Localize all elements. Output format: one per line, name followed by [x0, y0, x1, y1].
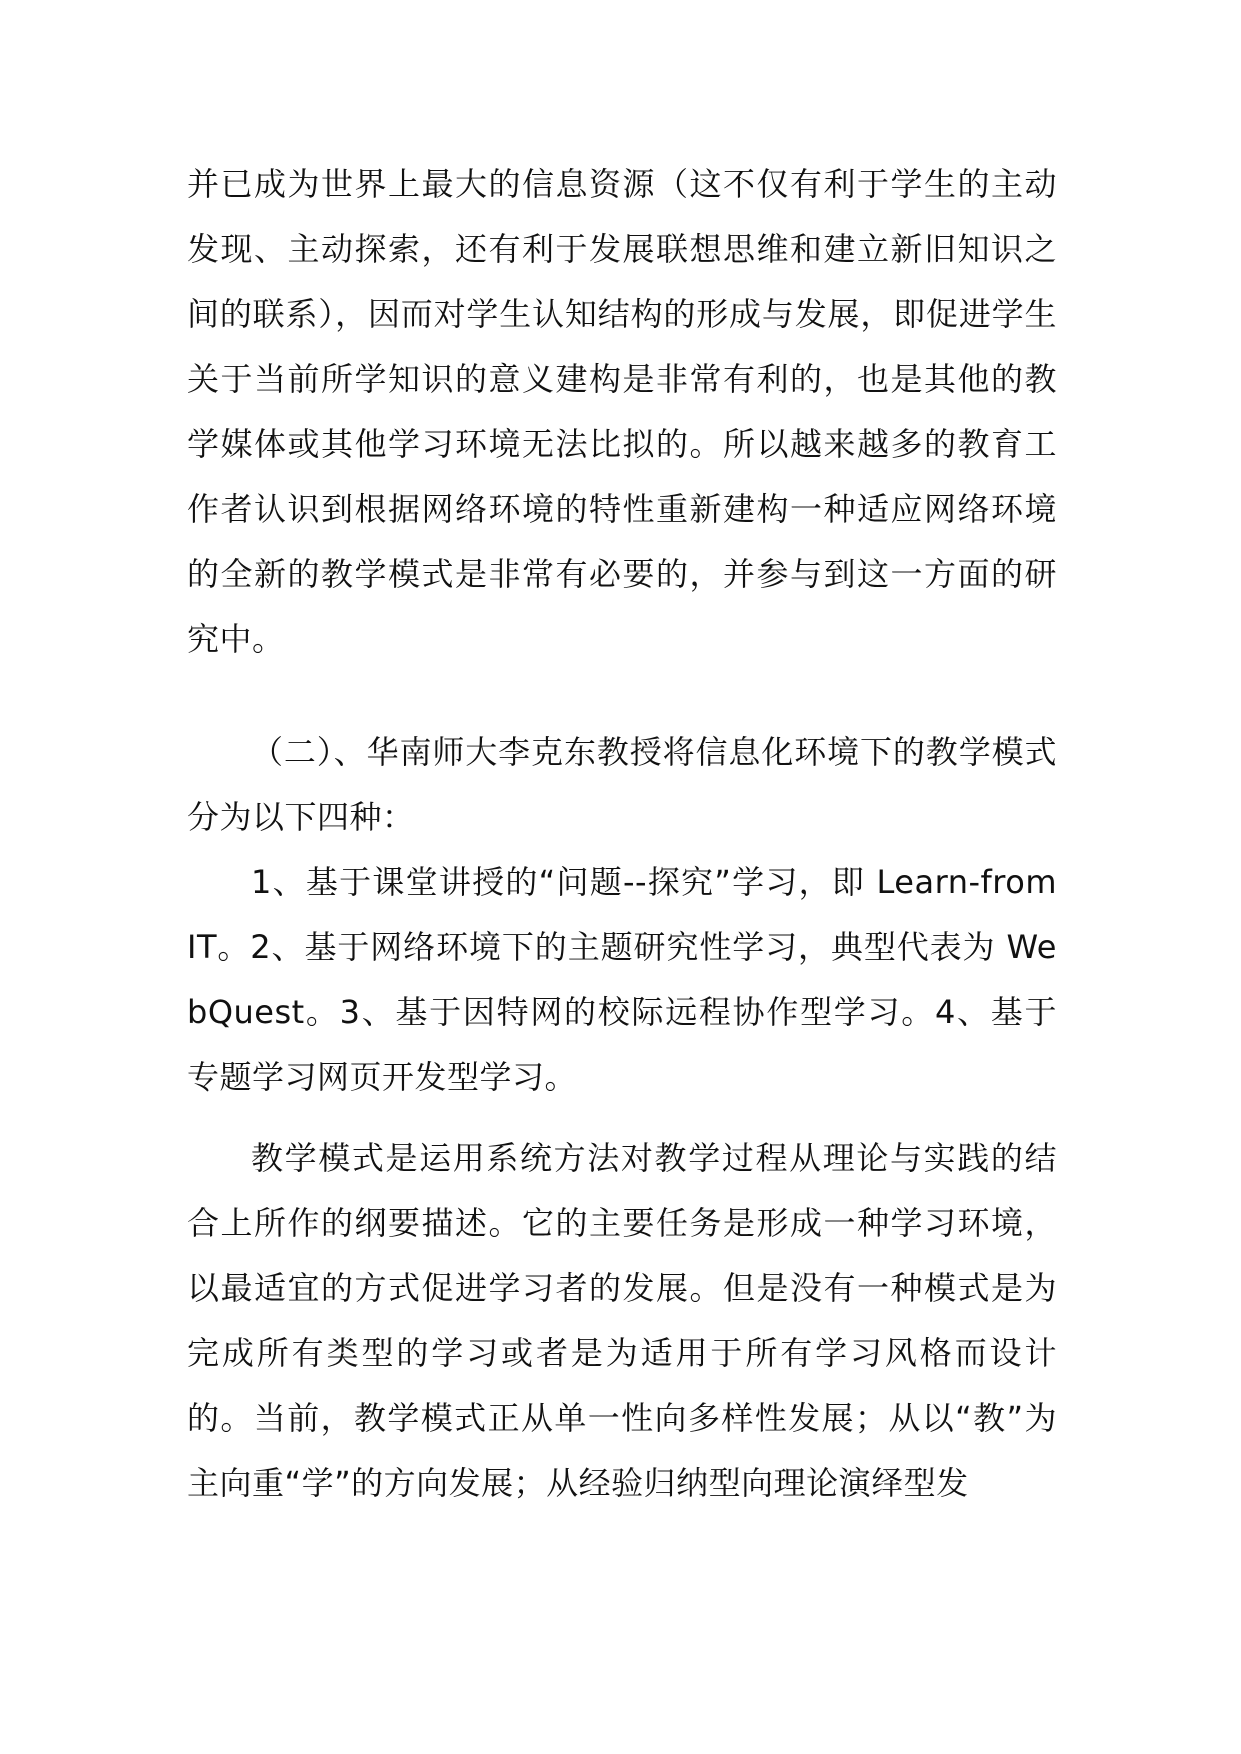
paragraph-section-two-heading: （二）、华南师大李克东教授将信息化环境下的教学模式分为以下四种： [187, 733, 1057, 836]
paragraph-continuation: 并已成为世界上最大的信息资源（这不仅有利于学生的主动发现、主动探索，还有利于发展联想思维和建立新旧知识之间的联系），因而对学生认知结构的形成与发展，即促进学生关于当前所学知识的意义建构是非常有利的，也是其他的教学媒体或其他学习环境无法比拟的。所以越来越多的教育工作者认识到根据网络环境的特性重新建构一种适应网络环境的全新的教学模式是非常有必要的，并参与到这一方面的研究中。 [187, 165, 1057, 658]
paragraph-model-list: 1、基于课堂讲授的“问题--探究”学习，即 Learn-from IT。2、基于网络环境下的主题研究性学习，典型代表为 WebQuest。3、基于因特网的校际远程协作型学习。4、基于专题学习网页开发型学习。 [187, 863, 1057, 1096]
paragraph-teaching-model: 教学模式是运用系统方法对教学过程从理论与实践的结合上所作的纲要描述。它的主要任务是形成一种学习环境，以最适宜的方式促进学习者的发展。但是没有一种模式是为完成所有类型的学习或者是为适用于所有学习风格而设计的。当前，教学模式正从单一性向多样性发展；从以“教”为主向重“学”的方向发展；从经验归纳型向理论演绎型发 [187, 1139, 1057, 1502]
